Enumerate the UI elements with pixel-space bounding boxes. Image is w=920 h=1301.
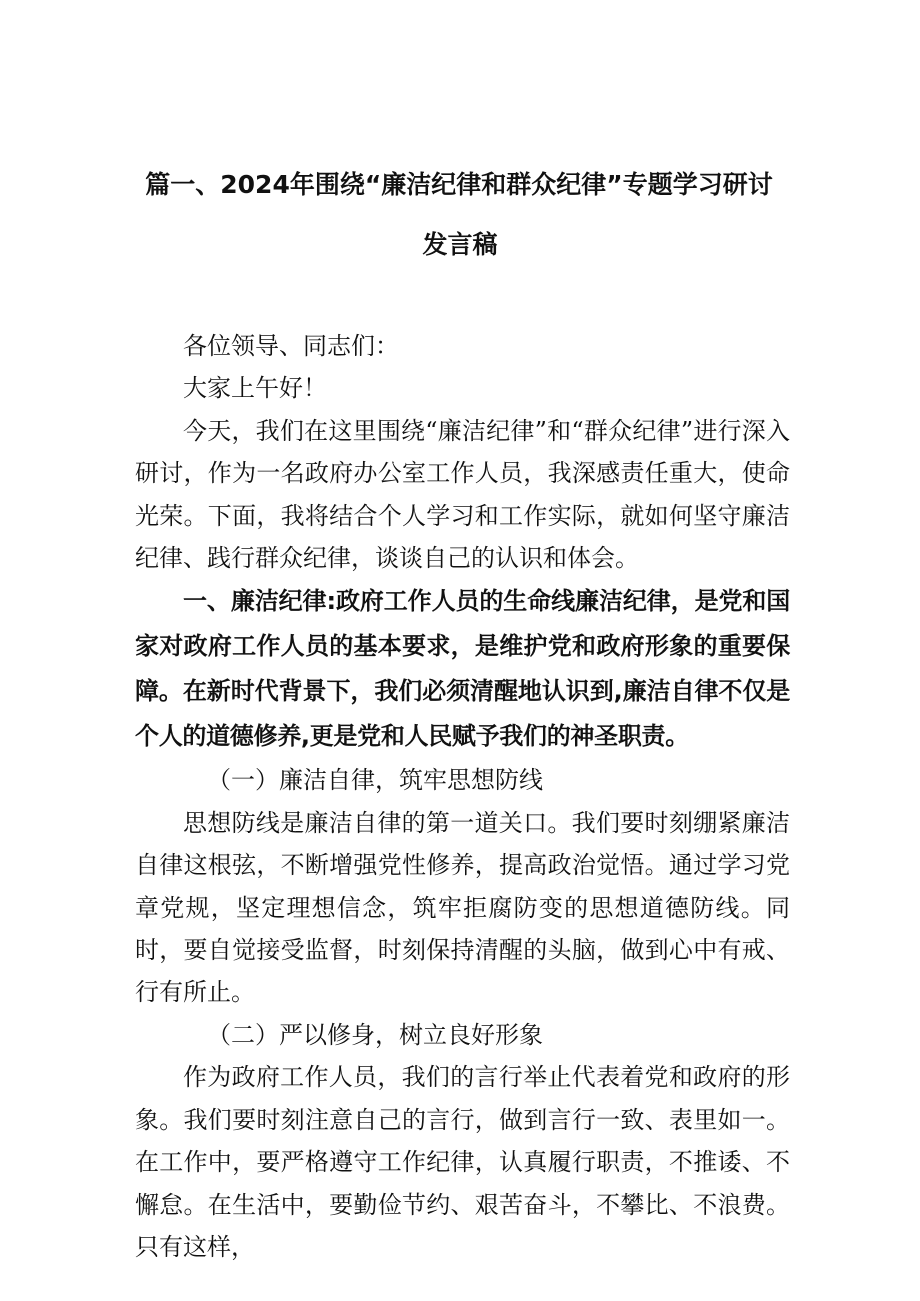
section-heading-1: 一、廉洁纪律:政府工作人员的生命线廉洁纪律，是党和国家对政府工作人员的基本要求，是维护党和政府形象的重要保障。在新时代背景下，我们必须清醒地认识到,廉洁自律不仅是个人的道德修养,更是党和人民赋予我们的神圣职责。 xyxy=(135,587,790,751)
greeting: 大家上午好！ xyxy=(183,374,327,403)
document-title-line-2: 发言稿 xyxy=(422,230,498,259)
document-body xyxy=(135,325,790,1268)
document-title-line-1: 篇一、2024年围绕“廉洁纪律和群众纪律”专题学习研讨 xyxy=(145,170,773,199)
salutation: 各位领导、同志们： xyxy=(183,332,399,360)
paragraph-ideology: 思想防线是廉洁自律的第一道关口。我们要时刻绷紧廉洁自律这根弦，不断增强党性修养，提高政治觉悟。通过学习党章党规，坚定理想信念，筑牢拒腐防变的思想道德防线。同时，要自觉接受监督，时刻保持清醒的头脑，做到心中有戒、行有所止。 xyxy=(135,808,790,1007)
sub-heading-1: （一）廉洁自律，筑牢思想防线 xyxy=(207,766,543,795)
paragraph-intro: 今天，我们在这里围绕“廉洁纪律”和“群众纪律”进行深入研讨，作为一名政府办公室工作人员，我深感责任重大，使命光荣。下面，我将结合个人学习和工作实际，就如何坚守廉洁纪律、践行群众纪律，谈谈自己的认识和体会。 xyxy=(135,416,790,573)
sub-heading-2: （二）严以修身，树立良好形象 xyxy=(207,1020,543,1049)
paragraph-image: 作为政府工作人员，我们的言行举止代表着党和政府的形象。我们要时刻注意自己的言行，做到言行一致、表里如一。在工作中，要严格遵守工作纪律，认真履行职责，不推诿、不懈怠。在生活中，要勤俭节约、艰苦奋斗，不攀比、不浪费。只有这样， xyxy=(135,1063,790,1261)
